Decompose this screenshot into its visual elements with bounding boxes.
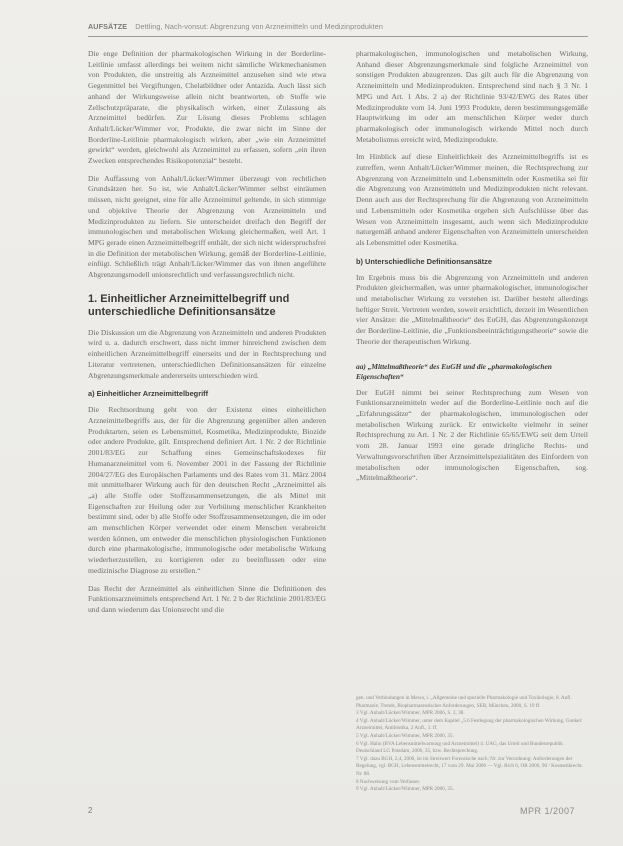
footnote: 6 Vgl. Hahn (BVA Lebensmittelwarnung und Arzneimittel) 4. UAG, das Urteil und Bundesrepublik Deutschland LG Potsdam, 2006, 35, bzw. Rechtsprechung. bbox=[356, 740, 563, 755]
paragraph: Die enge Definition der pharmakologischen Wirkung in der Borderline-Leitlinie umfasst allerdings bei weitem nicht sämtliche Wirkmechanismen von Produkten, die unstreitig als Arzneimittel anzusehen sind wie etwa Gegenmittel bei Vergiftungen, Chelatbildner oder Antazida. Auch lässt sich anhand der Wirkungsweise allein nicht beantworten, ob Stoffe wie Zellschutzpräparate, die physikalisch wirken, einer Zulassung als Arzneimittel bedürfen. Zur Lösung dieses Problems schlagen Anhalt/Lücker/Wimmer vor, Produkte, die zwar nicht im Sinne der Borderline-Leitlinie pharmakologisch wirken, aber „wie ein Arzneimittel gewirkt“ werden, gleichwohl als Arzneimittel zu erfassen, sofern „ein ihren Zwecken entsprechendes Risikopotenzial“ besteht. bbox=[88, 49, 326, 166]
paragraph: Die Auffassung von Anhalt/Lücker/Wimmer überzeugt von rechtlichen Grundsätzen her. So ist, wie Anhalt/Lücker/Wimmer selbst einräumen müssen, nicht geeignet, eine für alle Arzneimittel geltende, in sich stimmige und objektive Theorie der Abgrenzung von Arzneimitteln und Medizinprodukten zu liefern. Sie unterscheidet dreifach den Begriff der immunologischen und metabolischen Wirkung gleichermaßen, weil Art. 1 MPG gerade einen Arzneimittelbegriff enthält, der sich nicht widerspruchsfrei in die Definition der metabolischen Wirkung, gemäß der Borderline-Leitlinie, einfügt. Schließlich trägt Anhalt/Lücker/Wimmer das von ihnen angeführte Abgrenzungsmodell unionsrechtlich und verfassungsrechtlich nicht. bbox=[88, 173, 326, 280]
paragraph: Im Ergebnis muss bis die Abgrenzung von Arzneimitteln und anderen Produkten gleichermaßen, was unter pharmakologischer, immunologischer und metabolischer Wirkung zu verstehen ist. Darüber besteht allerdings heftiger Streit. Vertreten werden, soweit ersichtlich, derzeit im Wesentlichen vier Ansätze: die „Mittelmaßtheorie“ des EuGH, das Abgrenzungskonzept der Borderline-Leitlinie, die „Funktionsbeeinträchtigungstheorie“ sowie die Theorie der therapeutischen Wirkung. bbox=[356, 272, 588, 346]
paragraph: Die Diskussion um die Abgrenzung von Arzneimitteln und anderen Produkten wird u. a. dadurch erschwert, dass nicht immer hinreichend zwischen dem einheitlichen Arzneimittelbegriff einerseits und der in Rechtsprechung und Literatur vertretenen, unterschiedlichen Definitionsansätzen für einzelne Abgrenzungsmerkmale andererseits unterschieden wird. bbox=[88, 327, 326, 380]
running-title: Dettling, Nach-vonsut: Abgrenzung von Arzneimitteln und Medizinprodukten bbox=[135, 22, 383, 31]
footnote: 7 Vgl. dazu BGH, 2,4, 2006, ist im Streitwert Forensische nach; Nr. zur Verordnung: Anforderungen der Regelung, vgl. BGH, Lebensmittelrecht, 17 vom 29. Mai 2006 — Vgl. Rich 6, OR 2006, 90 / Kosmetikrecht. Nr. 88. bbox=[356, 755, 583, 777]
left-column bbox=[88, 49, 326, 623]
footnote: 3 Vgl. Anhalt/Lücker/Wimmer, MPR 2006, S. 2, 38. bbox=[356, 710, 465, 717]
page-number: 2 bbox=[88, 806, 93, 815]
journal-issue: MPR 1/2007 bbox=[520, 806, 576, 816]
header-rule bbox=[88, 36, 588, 37]
paragraph: Der EuGH nimmt bei seiner Rechtsprechung zum Wesen von Funktionsarzneimitteln weder auf die Borderline-Leitlinie noch auf die „Erfahrungssätze“ der pharmakologischen, immunologischen oder metabolischen Wirkung zurück. Er entwickelte vielmehr in seiner Rechtsprechung zu Art. 1 Nr. 2 der Richtlinie 65/65/EWG seit dem Urteil vom 28. Januar 1993 eine gerade dringliche Rechts- und Verwaltungsvorschriften über Arzneimittelspezialitäten des Einfordern von metabolischen oder immunologischen Eigenschaften, sog. „Mittelmaßtheorie“. bbox=[356, 387, 588, 483]
footnote: 4 Vgl. Anhalt/Lücker/Wimmer, unter dem Kapitel „5.6 Festlegung der pharmakologischen Wirkung, Gunkel: Arzneimittel, Antibiotika, 2 Aufl., 1. ff. bbox=[356, 717, 583, 732]
section-heading: 1. Einheitlicher Arzneimittelbegriff und unterschiedliche Definitionsansätze bbox=[88, 292, 290, 319]
footnote: 5 Vgl. Anhalt/Lücker/Wimmer, MPR 2006, 35. bbox=[356, 732, 454, 739]
footnote: 8 Nachweisung vom Verfasser. bbox=[356, 778, 421, 785]
paragraph: Die Rechtsordnung geht von der Existenz eines einheitlichen Arzneimittelbegriffs aus, der für die Abgrenzung gegenüber allen anderen Produktarten, seien es Lebensmittel, Kosmetika, Medizinprodukte, Biozide oder andere Produkte, gilt. Entsprechend definiert Art. 1 Nr. 2 der Richtlinie 2001/83/EG zur Schaffung eines Gemeinschaftskodexes für Humanarzneimittel vom 6. November 2001 in der Fassung der Richtlinie 2004/27/EG des Europäischen Parlaments und des Rates vom 31. März 2004 mit unmittelbarer Wirkung auch für den deutschen Recht „Arzneimittel als „a) alle Stoffe oder Stoffzusammensetzungen, die als Mittel mit Eigenschaften zur Heilung oder zur Verhütung menschlicher Krankheiten bestimmt sind, oder b) alle Stoffe oder Stoffzusammensetzungen, die im oder am menschlichen Körper verwendet oder einem Menschen verabreicht werden können, um entweder die menschlichen physiologischen Funktionen durch eine pharmakologische, immunologische oder metabolische Wirkung wiederherzustellen, zu korrigieren oder zu beeinflussen oder eine medizinische Diagnose zu erstellen.“ bbox=[88, 405, 326, 575]
running-head bbox=[88, 22, 588, 31]
right-column bbox=[356, 49, 588, 491]
subsubsection-heading-aa: aa) „Mittelmaßtheorie“ des EuGH und die „pharmakologischen Eigenschaften“ bbox=[356, 361, 552, 381]
footnote: gen. und Verbindungen in Mewa, i. „Allgemeine und spezielle Pharmakologie und Toxikologie, 8. Aufl. Pharmazie, Trends, Biopharmazeutischer Anforderungen, SEB, München, 2000, S. 19 ff. bbox=[356, 695, 572, 709]
section-label: AUFSÄTZE bbox=[88, 22, 128, 31]
footnotes bbox=[356, 695, 588, 794]
paragraph: pharmakologischen, immunologischen und metabolischen Wirkung, Anhand dieser Abgrenzungsmerkmale sind folgliche Arzneimittel von sonstigen Produkten abzugrenzen. Das gilt auch für die Abgrenzung von Arzneimitteln und Medizinprodukten. Entsprechend sind nach § 3 Nr. 1 MPG und Art. 1 Abs. 2 a) der Richtlinie 93/42/EWG des Rates über Medizinprodukte vom 14. Juni 1993 Produkte, deren bestimmungsgemäße Hauptwirkung im oder am menschlichen Körper weder durch pharmakologisch oder immunologisch wirkende Mittel noch durch Metabolismus erreicht wird, Medizinprodukte. bbox=[356, 49, 588, 144]
paragraph: Das Recht der Arzneimittel als einheitlichen Sinne die Definitionen des Funktionsarzneimittels entsprechend Art. 1 Nr. 2 b der Richtlinie 2001/83/EG und dann wiederum das Unionsrecht und die bbox=[88, 583, 326, 614]
paragraph: Im Hinblick auf diese Einheitlichkeit des Arzneimittelbegriffs ist es zutreffen, wenn Anhalt/Lücker/Wimmer meinen, die Rechtsprechung zur Abgrenzung von Arzneimitteln und Lebensmitteln oder Kosmetika sei für die Abgrenzung von Arzneimitteln und Medizinprodukten nicht relevant. Denn auch aus der Rechtsprechung für die Abgrenzung von Arzneimitteln und Lebensmitteln oder Kosmetika ergeben sich Aufschlüsse über das Wesen von Arzneimitteln insgesamt, auch wenn sich Medizinprodukte naturgemäß anhand anderer Eigenschaften von Arzneimitteln unterscheiden als Lebensmittel oder Kosmetika. bbox=[356, 152, 588, 247]
subsection-heading-a: a) Einheitlicher Arzneimittelbegriff bbox=[88, 389, 209, 399]
footnote: 9 Vgl. Anhalt/Lücker/Wimmer, MPR 2006, 35. bbox=[356, 786, 454, 793]
subsection-heading-b: b) Unterschiedliche Definitionsansätze bbox=[356, 256, 492, 266]
